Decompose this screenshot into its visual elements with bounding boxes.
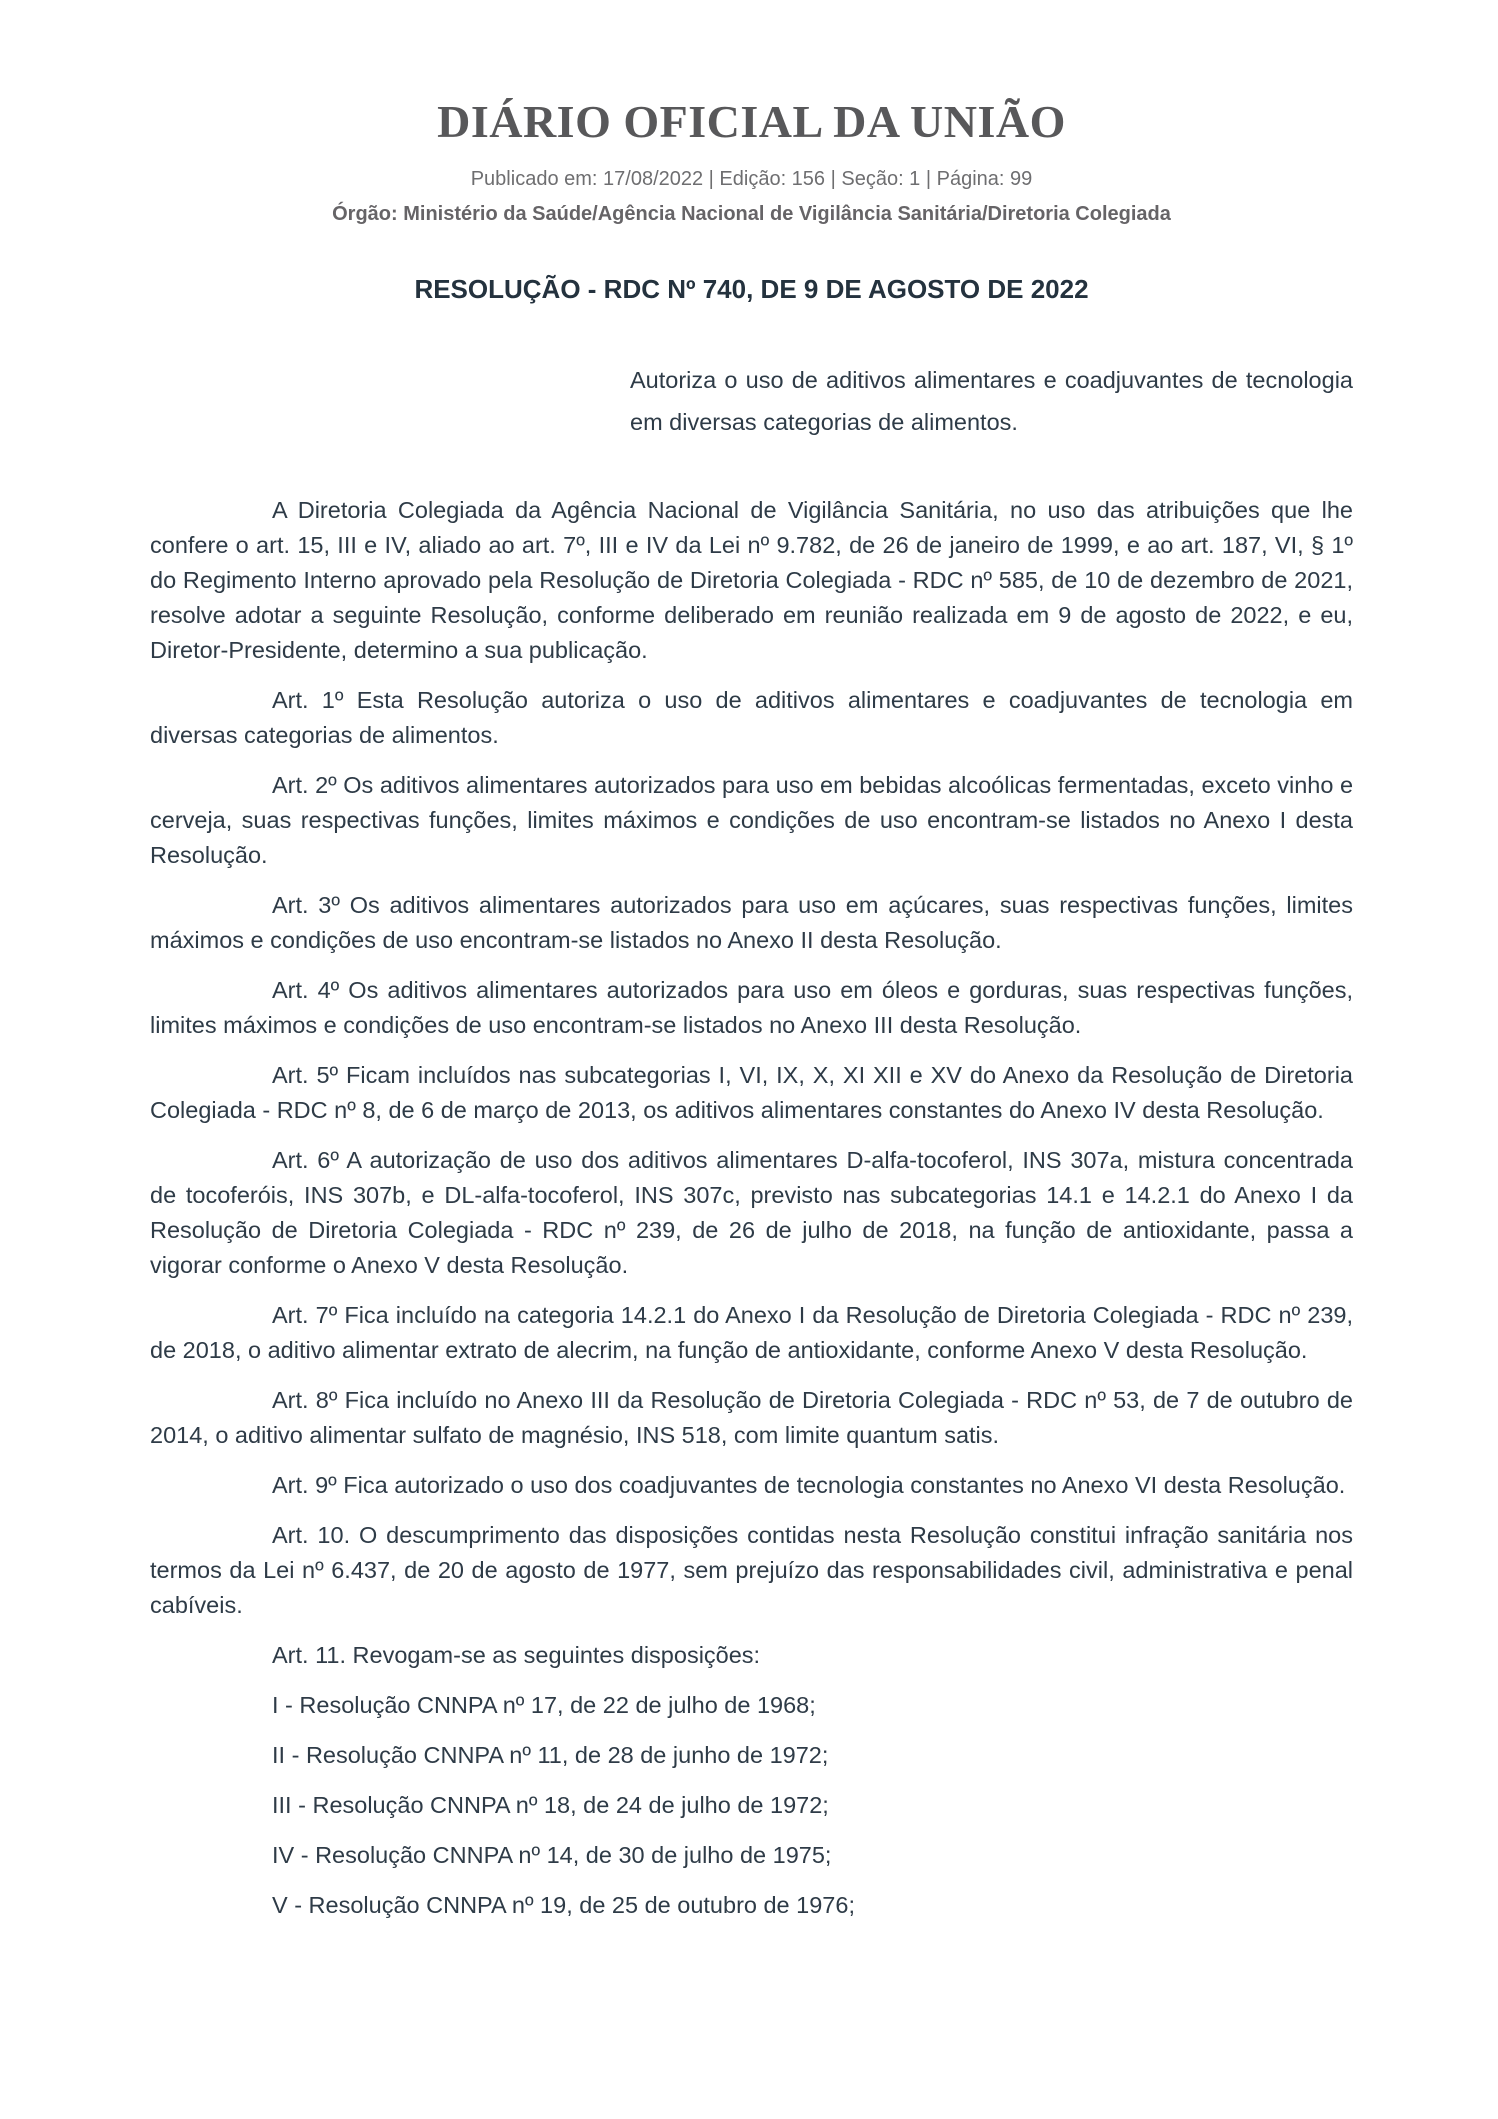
paragraph-preamble: A Diretoria Colegiada da Agência Nacional de Vigilância Sanitária, no uso das atribuições que lhe confere o art. 15, III e IV, aliado ao art. 7º, III e IV da Lei nº 9.782, de 26 de janeiro de 1999, e ao art. 187, VI, § 1º do Regimento Interno aprovado pela Resolução de Diretoria Colegiada - RDC nº 585, de 10 de dezembro de 2021, resolve adotar a seguinte Resolução, conforme deliberado em reunião realizada em 9 de agosto de 2022, e eu, Diretor-Presidente, determino a sua publicação. [150,497,1353,664]
revoked-item-5: V - Resolução CNNPA nº 19, de 25 de outubro de 1976; [272,1892,855,1919]
paragraph-art-3: Art. 3º Os aditivos alimentares autorizados para uso em açúcares, suas respectivas funções, limites máximos e condições de uso encontram-se listados no Anexo II desta Resolução. [150,892,1353,954]
revoked-item-2: II - Resolução CNNPA nº 11, de 28 de junho de 1972; [272,1742,829,1769]
paragraph-art-10: Art. 10. O descumprimento das disposições contidas nesta Resolução constitui infração sanitária nos termos da Lei nº 6.437, de 20 de agosto de 1977, sem prejuízo das responsabilidades civil, administrativa e penal cabíveis. [150,1522,1353,1619]
organ-line: Órgão: Ministério da Saúde/Agência Nacional de Vigilância Sanitária/Diretoria Colegiada [332,202,1171,225]
paragraph-art-6: Art. 6º A autorização de uso dos aditivos alimentares D-alfa-tocoferol, INS 307a, mistura concentrada de tocoferóis, INS 307b, e DL-alfa-tocoferol, INS 307c, previsto nas subcategorias 14.1 e 14.2.1 do Anexo I da Resolução de Diretoria Colegiada - RDC nº 239, de 26 de julho de 2018, na função de antioxidante, passa a vigorar conforme o Anexo V desta Resolução. [150,1147,1353,1279]
paragraph-art-9: Art. 9º Fica autorizado o uso dos coadjuvantes de tecnologia constantes no Anexo VI desta Resolução. [272,1472,1346,1499]
resolution-body [150,493,1353,1923]
paragraph-art-8: Art. 8º Fica incluído no Anexo III da Resolução de Diretoria Colegiada - RDC nº 53, de 7 de outubro de 2014, o aditivo alimentar sulfato de magnésio, INS 518, com limite quantum satis. [150,1387,1353,1449]
paragraph-art-1: Art. 1º Esta Resolução autoriza o uso de aditivos alimentares e coadjuvantes de tecnologia em diversas categorias de alimentos. [150,687,1353,749]
gazette-title: DIÁRIO OFICIAL DA UNIÃO [437,96,1066,147]
paragraph-art-5: Art. 5º Ficam incluídos nas subcategorias I, VI, IX, X, XI XII e XV do Anexo da Resolução de Diretoria Colegiada - RDC nº 8, de 6 de março de 2013, os aditivos alimentares constantes do Anexo IV desta Resolução. [150,1062,1353,1124]
revoked-item-1: I - Resolução CNNPA nº 17, de 22 de julho de 1968; [272,1692,816,1719]
revoked-item-4: IV - Resolução CNNPA nº 14, de 30 de julho de 1975; [272,1842,832,1869]
resolution-title: RESOLUÇÃO - RDC Nº 740, DE 9 DE AGOSTO DE 2022 [414,273,1089,304]
ementa: Autoriza o uso de aditivos alimentares e coadjuvantes de tecnologia em diversas categorias de alimentos. [630,367,1353,436]
paragraph-art-4: Art. 4º Os aditivos alimentares autorizados para uso em óleos e gorduras, suas respectivas funções, limites máximos e condições de uso encontram-se listados no Anexo III desta Resolução. [150,977,1353,1039]
publication-meta: Publicado em: 17/08/2022 | Edição: 156 | Seção: 1 | Página: 99 [470,167,1033,190]
paragraph-art-11: Art. 11. Revogam-se as seguintes disposições: [272,1642,761,1669]
masthead [150,96,1353,227]
paragraph-art-2: Art. 2º Os aditivos alimentares autorizados para uso em bebidas alcoólicas fermentadas, exceto vinho e cerveja, suas respectivas funções, limites máximos e condições de uso encontram-se listados no Anexo I desta Resolução. [150,772,1354,869]
paragraph-art-7: Art. 7º Fica incluído na categoria 14.2.1 do Anexo I da Resolução de Diretoria Colegiada - RDC nº 239, de 2018, o aditivo alimentar extrato de alecrim, na função de antioxidante, conforme Anexo V desta Resolução. [150,1302,1353,1364]
revoked-item-3: III - Resolução CNNPA nº 18, de 24 de julho de 1972; [272,1792,829,1819]
